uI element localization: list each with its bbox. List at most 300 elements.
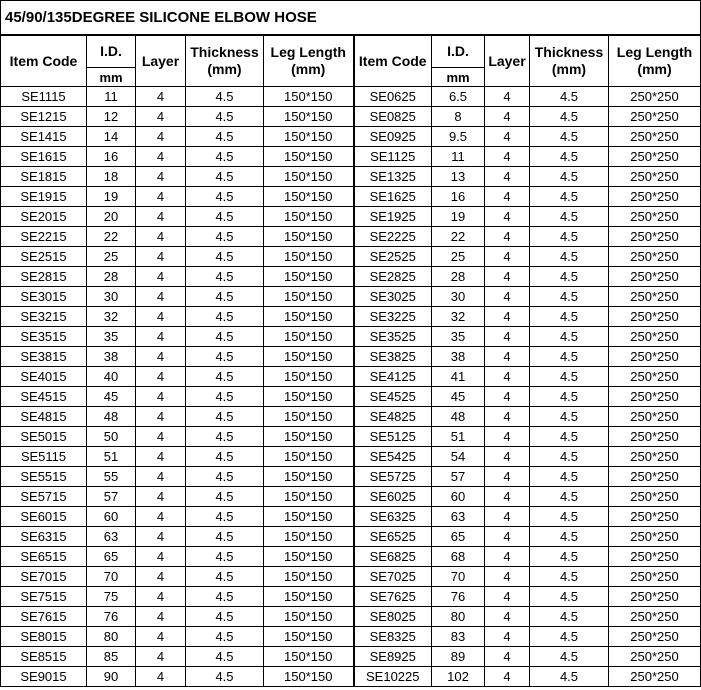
cell-thickness: 4.5 [186,467,264,487]
table-row [1,167,701,187]
cell-id-2: 70 [432,567,485,587]
cell-leg-length: 150*150 [264,547,354,567]
cell-id-2: 89 [432,647,485,667]
cell-item-code-2: SE8925 [354,647,432,667]
cell-item-code: SE3515 [1,327,87,347]
table-title: 45/90/135DEGREE SILICONE ELBOW HOSE [1,1,701,36]
cell-item-code: SE1815 [1,167,87,187]
table-row [1,127,701,147]
cell-item-code: SE6315 [1,527,87,547]
cell-layer: 4 [136,507,186,527]
header-id-unit-2: mm [432,68,485,87]
cell-thickness: 4.5 [186,227,264,247]
cell-leg-length-2: 250*250 [609,127,701,147]
cell-id: 48 [87,407,136,427]
cell-layer: 4 [136,147,186,167]
cell-leg-length-2: 250*250 [609,447,701,467]
cell-item-code: SE8515 [1,647,87,667]
cell-item-code: SE8015 [1,627,87,647]
cell-item-code: SE3215 [1,307,87,327]
cell-item-code: SE1115 [1,87,87,107]
cell-layer-2: 4 [485,347,530,367]
table-row [1,307,701,327]
cell-item-code-2: SE6525 [354,527,432,547]
cell-item-code: SE2215 [1,227,87,247]
cell-thickness-2: 4.5 [530,187,609,207]
cell-thickness-2: 4.5 [530,627,609,647]
cell-thickness: 4.5 [186,487,264,507]
cell-leg-length-2: 250*250 [609,247,701,267]
cell-item-code: SE1915 [1,187,87,207]
cell-thickness-2: 4.5 [530,287,609,307]
cell-item-code: SE3815 [1,347,87,367]
cell-layer-2: 4 [485,427,530,447]
cell-thickness-2: 4.5 [530,367,609,387]
cell-layer-2: 4 [485,207,530,227]
cell-thickness-2: 4.5 [530,547,609,567]
cell-thickness-2: 4.5 [530,427,609,447]
cell-layer: 4 [136,487,186,507]
cell-leg-length: 150*150 [264,587,354,607]
header-id: I.D. [87,35,136,68]
table-row [1,567,701,587]
cell-id: 55 [87,467,136,487]
header-id-unit: mm [87,68,136,87]
cell-leg-length: 150*150 [264,367,354,387]
table-row [1,347,701,367]
cell-item-code-2: SE8325 [354,627,432,647]
cell-leg-length: 150*150 [264,627,354,647]
cell-item-code-2: SE4825 [354,407,432,427]
cell-id-2: 45 [432,387,485,407]
table-row [1,447,701,467]
cell-layer-2: 4 [485,587,530,607]
table-row [1,667,701,687]
table-row [1,187,701,207]
table-row [1,427,701,447]
cell-thickness: 4.5 [186,127,264,147]
cell-id: 63 [87,527,136,547]
cell-leg-length: 150*150 [264,247,354,267]
cell-layer: 4 [136,587,186,607]
cell-leg-length: 150*150 [264,667,354,687]
cell-layer: 4 [136,367,186,387]
cell-id-2: 63 [432,507,485,527]
cell-thickness-2: 4.5 [530,267,609,287]
cell-id: 38 [87,347,136,367]
cell-leg-length-2: 250*250 [609,327,701,347]
cell-layer-2: 4 [485,367,530,387]
cell-layer: 4 [136,467,186,487]
cell-item-code-2: SE1125 [354,147,432,167]
cell-id: 35 [87,327,136,347]
cell-id-2: 48 [432,407,485,427]
cell-id-2: 102 [432,667,485,687]
cell-leg-length: 150*150 [264,127,354,147]
cell-thickness: 4.5 [186,547,264,567]
cell-id-2: 8 [432,107,485,127]
cell-item-code-2: SE3525 [354,327,432,347]
cell-layer: 4 [136,227,186,247]
cell-layer-2: 4 [485,167,530,187]
cell-layer-2: 4 [485,507,530,527]
cell-leg-length: 150*150 [264,207,354,227]
cell-layer-2: 4 [485,667,530,687]
table-row [1,587,701,607]
table-row [1,287,701,307]
cell-item-code: SE9015 [1,667,87,687]
cell-layer: 4 [136,187,186,207]
cell-thickness-2: 4.5 [530,247,609,267]
cell-thickness: 4.5 [186,207,264,227]
cell-leg-length: 150*150 [264,507,354,527]
cell-id-2: 9.5 [432,127,485,147]
cell-layer: 4 [136,127,186,147]
cell-leg-length-2: 250*250 [609,387,701,407]
cell-thickness: 4.5 [186,267,264,287]
cell-id-2: 60 [432,487,485,507]
cell-id: 75 [87,587,136,607]
header-layer: Layer [136,35,186,87]
table-row [1,107,701,127]
table-row [1,267,701,287]
cell-item-code-2: SE0925 [354,127,432,147]
cell-thickness-2: 4.5 [530,127,609,147]
cell-layer-2: 4 [485,387,530,407]
cell-item-code: SE5115 [1,447,87,467]
cell-thickness-2: 4.5 [530,307,609,327]
cell-layer: 4 [136,167,186,187]
table-row [1,547,701,567]
cell-leg-length-2: 250*250 [609,187,701,207]
cell-leg-length-2: 250*250 [609,587,701,607]
table-row [1,507,701,527]
cell-layer: 4 [136,387,186,407]
cell-layer-2: 4 [485,187,530,207]
cell-id-2: 16 [432,187,485,207]
cell-layer: 4 [136,347,186,367]
cell-id: 90 [87,667,136,687]
cell-id-2: 76 [432,587,485,607]
table-row [1,87,701,107]
cell-layer-2: 4 [485,447,530,467]
cell-layer-2: 4 [485,267,530,287]
cell-layer: 4 [136,447,186,467]
cell-id: 45 [87,387,136,407]
cell-layer-2: 4 [485,247,530,267]
cell-layer: 4 [136,547,186,567]
cell-thickness-2: 4.5 [530,347,609,367]
cell-thickness: 4.5 [186,527,264,547]
cell-layer-2: 4 [485,327,530,347]
table-row [1,527,701,547]
cell-id: 28 [87,267,136,287]
cell-id: 76 [87,607,136,627]
cell-thickness-2: 4.5 [530,527,609,547]
cell-layer: 4 [136,567,186,587]
cell-thickness-2: 4.5 [530,647,609,667]
cell-thickness: 4.5 [186,107,264,127]
cell-item-code-2: SE3825 [354,347,432,367]
cell-thickness-2: 4.5 [530,567,609,587]
cell-id-2: 68 [432,547,485,567]
table-row [1,147,701,167]
cell-item-code: SE1615 [1,147,87,167]
cell-id: 14 [87,127,136,147]
cell-thickness-2: 4.5 [530,387,609,407]
table-row [1,207,701,227]
cell-leg-length: 150*150 [264,347,354,367]
cell-leg-length-2: 250*250 [609,347,701,367]
cell-leg-length: 150*150 [264,407,354,427]
cell-layer: 4 [136,407,186,427]
cell-layer-2: 4 [485,227,530,247]
cell-id: 50 [87,427,136,447]
cell-item-code: SE2815 [1,267,87,287]
cell-thickness-2: 4.5 [530,107,609,127]
cell-item-code-2: SE10225 [354,667,432,687]
cell-leg-length-2: 250*250 [609,607,701,627]
cell-id-2: 65 [432,527,485,547]
cell-layer: 4 [136,307,186,327]
cell-layer: 4 [136,327,186,347]
cell-leg-length-2: 250*250 [609,107,701,127]
table-row [1,647,701,667]
cell-item-code-2: SE5725 [354,467,432,487]
cell-thickness: 4.5 [186,247,264,267]
cell-thickness-2: 4.5 [530,207,609,227]
cell-thickness: 4.5 [186,347,264,367]
cell-id: 20 [87,207,136,227]
cell-leg-length: 150*150 [264,327,354,347]
cell-item-code-2: SE6825 [354,547,432,567]
cell-leg-length: 150*150 [264,87,354,107]
cell-id-2: 11 [432,147,485,167]
cell-id: 16 [87,147,136,167]
cell-item-code: SE7515 [1,587,87,607]
cell-thickness-2: 4.5 [530,607,609,627]
cell-leg-length: 150*150 [264,107,354,127]
cell-layer-2: 4 [485,647,530,667]
cell-thickness: 4.5 [186,387,264,407]
cell-leg-length-2: 250*250 [609,667,701,687]
cell-item-code-2: SE5125 [354,427,432,447]
cell-leg-length: 150*150 [264,287,354,307]
cell-layer-2: 4 [485,87,530,107]
cell-id: 22 [87,227,136,247]
cell-id: 80 [87,627,136,647]
cell-thickness-2: 4.5 [530,587,609,607]
cell-leg-length: 150*150 [264,467,354,487]
cell-id-2: 41 [432,367,485,387]
cell-item-code: SE1415 [1,127,87,147]
cell-id-2: 25 [432,247,485,267]
cell-layer: 4 [136,607,186,627]
cell-item-code-2: SE1925 [354,207,432,227]
cell-id-2: 32 [432,307,485,327]
cell-leg-length-2: 250*250 [609,487,701,507]
cell-item-code: SE2015 [1,207,87,227]
cell-leg-length-2: 250*250 [609,267,701,287]
cell-item-code: SE4515 [1,387,87,407]
cell-thickness: 4.5 [186,627,264,647]
cell-item-code-2: SE7025 [354,567,432,587]
table-row [1,387,701,407]
cell-layer-2: 4 [485,407,530,427]
cell-leg-length-2: 250*250 [609,287,701,307]
cell-layer-2: 4 [485,287,530,307]
cell-leg-length-2: 250*250 [609,567,701,587]
cell-thickness-2: 4.5 [530,227,609,247]
cell-thickness: 4.5 [186,287,264,307]
cell-leg-length-2: 250*250 [609,307,701,327]
cell-layer-2: 4 [485,547,530,567]
cell-id-2: 83 [432,627,485,647]
header-leg-length-2: Leg Length (mm) [609,35,701,87]
cell-thickness: 4.5 [186,667,264,687]
table-row [1,407,701,427]
cell-layer-2: 4 [485,607,530,627]
cell-layer-2: 4 [485,107,530,127]
cell-layer-2: 4 [485,527,530,547]
cell-item-code-2: SE5425 [354,447,432,467]
cell-id: 30 [87,287,136,307]
cell-id-2: 22 [432,227,485,247]
cell-leg-length: 150*150 [264,487,354,507]
cell-item-code: SE6015 [1,507,87,527]
cell-item-code-2: SE6025 [354,487,432,507]
cell-item-code: SE5515 [1,467,87,487]
cell-item-code: SE7015 [1,567,87,587]
cell-leg-length-2: 250*250 [609,527,701,547]
cell-leg-length: 150*150 [264,307,354,327]
cell-thickness-2: 4.5 [530,147,609,167]
cell-item-code: SE6515 [1,547,87,567]
header-layer-2: Layer [485,35,530,87]
cell-id: 70 [87,567,136,587]
cell-layer: 4 [136,427,186,447]
cell-leg-length-2: 250*250 [609,147,701,167]
table-row [1,227,701,247]
cell-layer-2: 4 [485,567,530,587]
cell-thickness: 4.5 [186,307,264,327]
table-row [1,327,701,347]
table-row [1,467,701,487]
cell-thickness: 4.5 [186,507,264,527]
cell-id: 12 [87,107,136,127]
cell-thickness-2: 4.5 [530,447,609,467]
cell-thickness: 4.5 [186,647,264,667]
cell-thickness: 4.5 [186,407,264,427]
cell-layer: 4 [136,527,186,547]
cell-leg-length-2: 250*250 [609,467,701,487]
cell-item-code-2: SE2825 [354,267,432,287]
cell-item-code-2: SE4525 [354,387,432,407]
cell-layer-2: 4 [485,307,530,327]
cell-item-code-2: SE1625 [354,187,432,207]
cell-leg-length: 150*150 [264,267,354,287]
cell-id: 11 [87,87,136,107]
cell-item-code-2: SE3225 [354,307,432,327]
cell-thickness: 4.5 [186,427,264,447]
cell-id-2: 19 [432,207,485,227]
header-thickness-2: Thickness (mm) [530,35,609,87]
cell-id: 19 [87,187,136,207]
table-row [1,607,701,627]
cell-id-2: 80 [432,607,485,627]
cell-thickness: 4.5 [186,447,264,467]
cell-id-2: 28 [432,267,485,287]
cell-id: 60 [87,507,136,527]
cell-item-code: SE5715 [1,487,87,507]
cell-thickness-2: 4.5 [530,167,609,187]
cell-id-2: 57 [432,467,485,487]
cell-layer-2: 4 [485,467,530,487]
cell-id-2: 38 [432,347,485,367]
cell-item-code-2: SE3025 [354,287,432,307]
header-item-code-2: Item Code [354,35,432,87]
cell-item-code-2: SE0625 [354,87,432,107]
cell-id: 65 [87,547,136,567]
cell-leg-length-2: 250*250 [609,207,701,227]
cell-leg-length-2: 250*250 [609,167,701,187]
cell-leg-length: 150*150 [264,527,354,547]
cell-leg-length: 150*150 [264,227,354,247]
cell-leg-length-2: 250*250 [609,367,701,387]
cell-leg-length-2: 250*250 [609,227,701,247]
cell-leg-length-2: 250*250 [609,407,701,427]
cell-thickness-2: 4.5 [530,487,609,507]
cell-layer: 4 [136,87,186,107]
table-row [1,627,701,647]
cell-id-2: 35 [432,327,485,347]
cell-leg-length: 150*150 [264,187,354,207]
cell-layer: 4 [136,267,186,287]
cell-item-code: SE2515 [1,247,87,267]
header-id-2: I.D. [432,35,485,68]
cell-leg-length: 150*150 [264,167,354,187]
cell-leg-length: 150*150 [264,567,354,587]
cell-item-code: SE3015 [1,287,87,307]
cell-layer-2: 4 [485,147,530,167]
cell-item-code: SE7615 [1,607,87,627]
cell-leg-length: 150*150 [264,427,354,447]
cell-thickness: 4.5 [186,187,264,207]
cell-thickness-2: 4.5 [530,407,609,427]
cell-thickness-2: 4.5 [530,87,609,107]
header-item-code: Item Code [1,35,87,87]
cell-leg-length-2: 250*250 [609,647,701,667]
table-row [1,247,701,267]
cell-leg-length: 150*150 [264,147,354,167]
cell-leg-length-2: 250*250 [609,427,701,447]
cell-layer: 4 [136,207,186,227]
cell-leg-length: 150*150 [264,647,354,667]
cell-layer-2: 4 [485,487,530,507]
cell-layer: 4 [136,627,186,647]
cell-item-code-2: SE7625 [354,587,432,607]
cell-id-2: 13 [432,167,485,187]
cell-thickness-2: 4.5 [530,467,609,487]
cell-thickness: 4.5 [186,87,264,107]
header-thickness: Thickness (mm) [186,35,264,87]
cell-id: 85 [87,647,136,667]
cell-item-code: SE1215 [1,107,87,127]
cell-layer-2: 4 [485,627,530,647]
cell-leg-length: 150*150 [264,447,354,467]
cell-item-code: SE5015 [1,427,87,447]
cell-id-2: 30 [432,287,485,307]
